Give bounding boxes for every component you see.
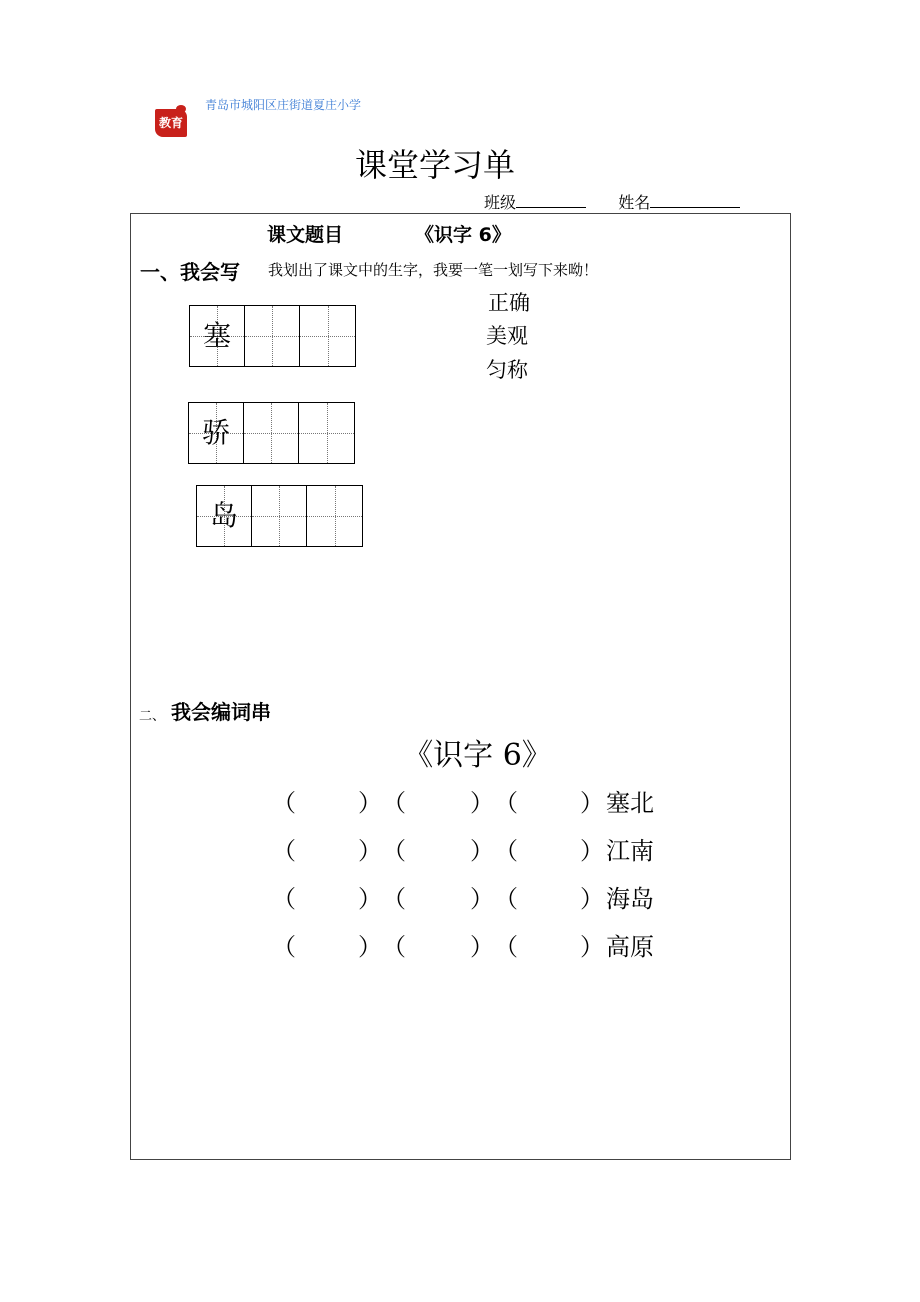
class-name-line [484,190,740,213]
paren-close: ） [470,837,494,865]
logo-icon: 教育 [155,109,187,137]
section2-number: 二、 [139,709,166,724]
word-chain-target: 高原 [606,933,654,961]
paren-close: ） [580,933,604,961]
writing-grid-2 [188,402,355,464]
model-character: 岛 [209,499,238,532]
word-chain-target: 海岛 [606,885,654,913]
paren-open: （ [382,837,406,865]
model-character: 骄 [201,416,230,449]
paren-open: （ [272,837,296,865]
model-character: 塞 [202,319,231,352]
grid-cell-blank[interactable] [244,403,299,463]
requirement-2: 美观 [486,324,528,348]
paren-open: （ [272,789,296,817]
grid-cell [197,486,252,546]
paren-close: ） [580,789,604,817]
word-chain-row [272,927,692,961]
paren-close: ） [580,885,604,913]
paren-open: （ [494,789,518,817]
paren-open: （ [272,885,296,913]
section1-instruction: 我划出了课文中的生字，我要一笔一划写下来呦！ [268,261,599,279]
requirement-3: 匀称 [486,358,528,382]
paren-close: ） [358,789,382,817]
paren-open: （ [494,885,518,913]
paren-open: （ [382,789,406,817]
grid-cell-blank[interactable] [307,486,362,546]
page-title: 课堂学习单 [354,146,515,184]
word-chain-row [272,831,692,865]
paren-close: ） [358,933,382,961]
paren-open: （ [272,933,296,961]
paren-close: ） [358,885,382,913]
section2-heading: 我会编词串 [171,700,271,724]
paren-close: ） [580,837,604,865]
paren-close: ） [470,789,494,817]
grid-cell-blank[interactable] [299,403,354,463]
paren-open: （ [382,933,406,961]
section1-heading: 一、我会写 [140,260,240,284]
word-chain-target: 江南 [606,837,654,865]
grid-cell-blank[interactable] [245,306,300,366]
paren-close: ） [470,933,494,961]
writing-grid-3 [196,485,363,547]
grid-cell [190,306,245,366]
grid-cell-blank[interactable] [300,306,355,366]
paren-close: ） [358,837,382,865]
grid-cell [189,403,244,463]
school-name: 青岛市城阳区庄街道夏庄小学 [205,98,362,112]
topic-value: 《识字 6》 [415,224,511,246]
paren-open: （ [494,837,518,865]
name-label: 姓名 [618,193,651,212]
class-label: 班级 [484,193,517,212]
word-chain-row [272,783,692,817]
section2-subtitle: 《识字 6》 [403,738,552,773]
grid-cell-blank[interactable] [252,486,307,546]
paren-open: （ [494,933,518,961]
topic-label: 课文题目 [267,224,344,246]
requirement-1: 正确 [488,291,530,315]
class-field[interactable] [516,193,586,208]
writing-grid-1 [189,305,356,367]
name-field[interactable] [650,193,740,208]
word-chain-row [272,879,692,913]
paren-close: ） [470,885,494,913]
word-chain-target: 塞北 [606,789,654,817]
paren-open: （ [382,885,406,913]
